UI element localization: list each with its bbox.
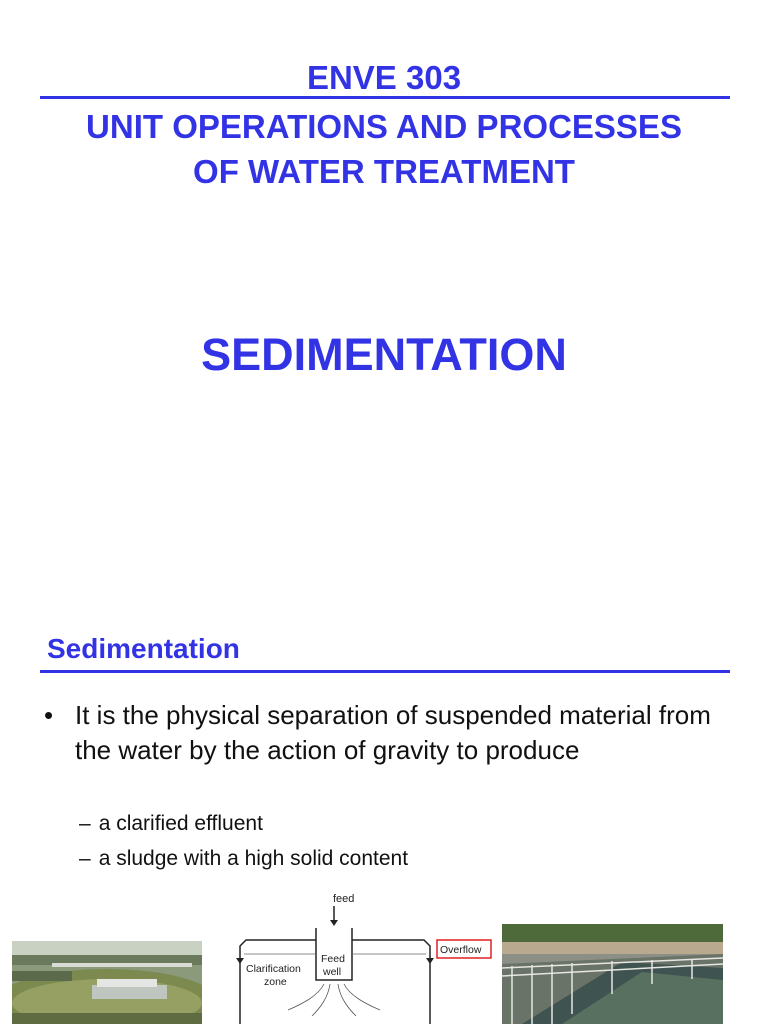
sub-item-text: a clarified effluent [98, 812, 263, 835]
feed-arrow-icon [330, 920, 338, 926]
title-divider [40, 96, 730, 99]
course-title [0, 104, 768, 194]
dash-icon: – [79, 812, 91, 835]
feed-well-label-2: well [323, 966, 342, 978]
course-code: ENVE 303 [306, 59, 462, 96]
rectangular-tank-photo [502, 924, 723, 1024]
bullet-dot-icon: • [44, 700, 54, 730]
sub-item-text: a sludge with a high solid content [98, 847, 409, 870]
overflow-arrow-icon [236, 958, 244, 964]
slide-heading: Sedimentation [47, 633, 240, 664]
bullet-text: It is the physical separation of suspended material from the water by the action of gravity to produce [75, 700, 711, 765]
feed-well-label: Feed [321, 953, 345, 965]
heading-divider [40, 670, 730, 673]
course-title-line-1: UNIT OPERATIONS AND PROCESSES [86, 108, 682, 145]
dash-icon: – [79, 847, 91, 870]
overflow-arrow-icon [426, 958, 434, 964]
sub-item [79, 846, 408, 872]
topic-title: SEDIMENTATION [201, 329, 567, 380]
clarification-zone-label: Clarification [246, 963, 301, 975]
overflow-label: Overflow [440, 944, 482, 956]
sedimentation-tank-diagram [228, 888, 498, 1024]
feed-label: feed [333, 893, 355, 905]
course-title-line-2: OF WATER TREATMENT [193, 153, 575, 190]
sub-item [79, 811, 263, 837]
content-slide [0, 620, 768, 1024]
clarifier-photo [12, 941, 202, 1024]
clarification-zone-label-2: zone [264, 976, 287, 988]
